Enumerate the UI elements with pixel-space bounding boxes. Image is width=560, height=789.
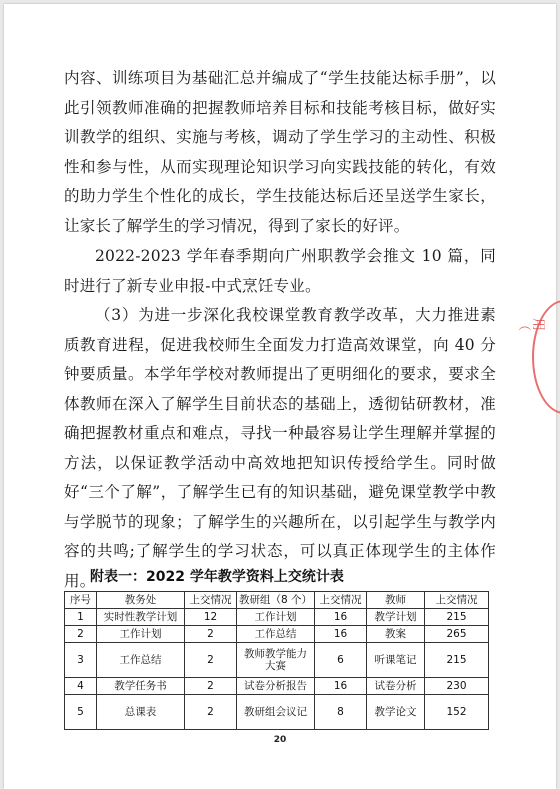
table-cell: 265 bbox=[425, 626, 489, 643]
table-cell: 3 bbox=[65, 643, 97, 678]
table-cell: 教学计划 bbox=[367, 609, 425, 626]
table-cell: 6 bbox=[315, 643, 367, 678]
table-cell: 4 bbox=[65, 678, 97, 695]
header-cell: 上交情况 bbox=[425, 592, 489, 609]
table-cell: 12 bbox=[185, 609, 237, 626]
table-row bbox=[65, 678, 489, 695]
table-cell: 230 bbox=[425, 678, 489, 695]
seal-stamp-text: 用（ bbox=[516, 318, 545, 332]
table-cell: 试卷分析报告 bbox=[237, 678, 315, 695]
table-cell: 215 bbox=[425, 643, 489, 678]
table-cell: 215 bbox=[425, 609, 489, 626]
table-cell: 5 bbox=[65, 695, 97, 730]
table-header-row bbox=[65, 592, 489, 609]
table-cell: 教学论文 bbox=[367, 695, 425, 730]
table-cell: 2 bbox=[185, 626, 237, 643]
table-row bbox=[65, 695, 489, 730]
table-cell: 教学任务书 bbox=[97, 678, 185, 695]
table-cell: 实时性教学计划 bbox=[97, 609, 185, 626]
materials-statistics-table bbox=[64, 591, 489, 730]
table-cell: 8 bbox=[315, 695, 367, 730]
table-cell: 试卷分析 bbox=[367, 678, 425, 695]
table-row bbox=[65, 609, 489, 626]
table-cell: 2 bbox=[65, 626, 97, 643]
header-cell: 序号 bbox=[65, 592, 97, 609]
table-cell: 听课笔记 bbox=[367, 643, 425, 678]
table-cell: 2 bbox=[185, 678, 237, 695]
header-cell: 教研组（8 个） bbox=[237, 592, 315, 609]
table-cell: 16 bbox=[315, 609, 367, 626]
table-cell: 工作总结 bbox=[97, 643, 185, 678]
table-cell: 2 bbox=[185, 695, 237, 730]
page-number: 20 bbox=[273, 735, 287, 745]
table-cell: 工作总结 bbox=[237, 626, 315, 643]
table-title: 附表一：2022 学年教学资料上交统计表 bbox=[90, 569, 344, 585]
table-cell: 16 bbox=[315, 678, 367, 695]
table-cell: 16 bbox=[315, 626, 367, 643]
table-row bbox=[65, 626, 489, 643]
header-cell: 上交情况 bbox=[315, 592, 367, 609]
paragraph-classroom-reform: （3）为进一步深化我校课堂教育教学改革，大力推进素质教育进程，促进我校师生全面发力打造高效课堂，向 40 分钟要质量。本学年学校对教师提出了更明细化的要求，要求全体教师在深入了解学生目前状态的基础上，透彻钻研教材，准确把握教材重点和难点，寻找一种最容易让学生理解并掌握的方法，以保证教学活动中高效地把知识传授给学生。同时做好“三个了解”，了解学生已有的知识基础，避免课堂教学中教与学脱节的现象；了解学生的兴趣所在，以引起学生与教学内容的共鸣;了解学生的学习状态，可以真正体现学生的主体作用。 bbox=[64, 306, 496, 590]
table-cell: 1 bbox=[65, 609, 97, 626]
table-row bbox=[65, 643, 489, 678]
paragraph-skills-manual: 内容、训练项目为基础汇总并编成了“学生技能达标手册”，以此引领教师准确的把握教师培养目标和技能考核目标，做好实训教学的组织、实施与考核，调动了学生学习的主动性、积极性和参与性，从而实现理论知识学习向实践技能的转化，有效的助力学生个性化的成长，学生技能达标后还呈送学生家长，让家长了解学生的学习情况，得到了家长的好评。 bbox=[64, 69, 496, 235]
table-cell: 工作计划 bbox=[97, 626, 185, 643]
header-cell: 教师 bbox=[367, 592, 425, 609]
table-cell: 工作计划 bbox=[237, 609, 315, 626]
header-cell: 上交情况 bbox=[185, 592, 237, 609]
table-cell: 教案 bbox=[367, 626, 425, 643]
table-cell: 教研组会议记 bbox=[237, 695, 315, 730]
table-cell: 152 bbox=[425, 695, 489, 730]
table-cell: 总课表 bbox=[97, 695, 185, 730]
paragraph-article-submission: 2022-2023 学年春季期向广州职教学会推文 10 篇，同时进行了新专业申报-中式烹饪专业。 bbox=[64, 247, 496, 295]
header-cell: 教务处 bbox=[97, 592, 185, 609]
table-cell: 2 bbox=[185, 643, 237, 678]
table-cell: 教师教学能力大赛 bbox=[237, 643, 315, 678]
